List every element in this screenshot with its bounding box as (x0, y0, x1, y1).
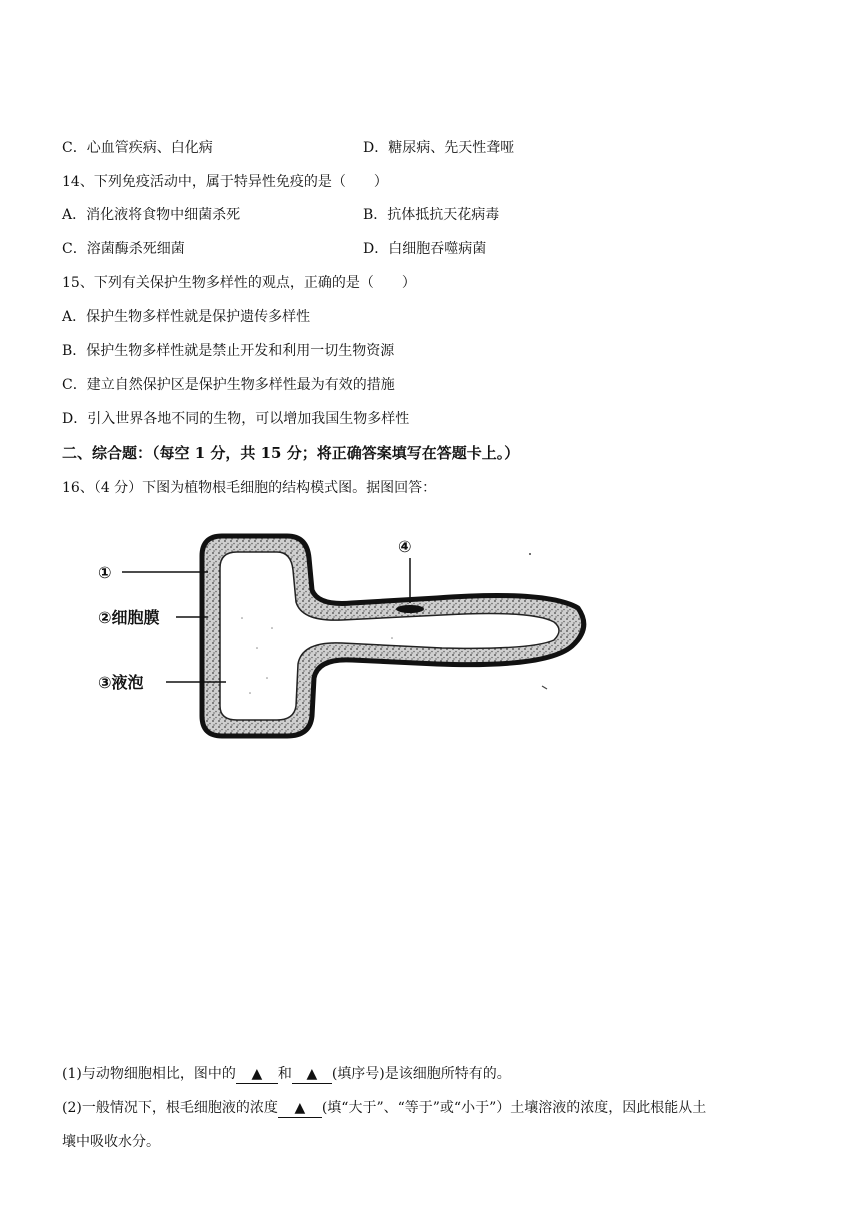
section-heading: 二、综合题：（每空 1 分，共 15 分；将正确答案填写在答题卡上。） (62, 444, 520, 462)
q16-part1 (62, 1065, 511, 1084)
q16-part1-text-a: (1)与动物细胞相比，图中的 (62, 1066, 236, 1082)
q14-option-d: D．白细胞吞噬病菌 (363, 241, 487, 257)
q14-stem: 14、下列免疫活动中，属于特异性免疫的是（ ） (62, 174, 388, 190)
answer-blank-1: ▲ (236, 1065, 278, 1084)
q16-part1-text-b: 和 (277, 1066, 292, 1082)
q14-option-b: B．抗体抵抗天花病毒 (363, 207, 500, 223)
label-1: ① (98, 563, 112, 582)
answer-blank-2: ▲ (292, 1065, 332, 1084)
q15-option-c: C．建立自然保护区是保护生物多样性最为有效的措施 (62, 377, 395, 393)
q16-part2-text-b: (填“大于”、“等于”或“小于”）土壤溶液的浓度，因此根能从土 (321, 1100, 707, 1116)
q14-option-a: A．消化液将食物中细菌杀死 (62, 207, 241, 223)
q14-option-c: C．溶菌酶杀死细菌 (62, 241, 185, 257)
vacuole-shape (220, 552, 559, 720)
q16-part1-text-c: (填序号)是该细胞所特有的。 (331, 1066, 511, 1082)
q16-part2 (62, 1099, 706, 1118)
q16-stem: 16、（4 分）下图为植物根毛细胞的结构模式图。据图回答： (62, 480, 437, 496)
label-4: ④ (398, 537, 412, 556)
q16-part2-text-a: (2)一般情况下，根毛细胞液的浓度 (62, 1100, 278, 1116)
q15-option-a: A．保护生物多样性就是保护遗传多样性 (62, 309, 311, 325)
q16-part2-continued: 壤中吸收水分。 (62, 1134, 160, 1150)
q13-option-c: C．心血管疾病、白化病 (62, 140, 213, 156)
label-2-cell-membrane: ②细胞膜 (98, 608, 160, 627)
q15-option-d: D．引入世界各地不同的生物，可以增加我国生物多样性 (62, 411, 410, 427)
root-hair-cell-diagram (92, 528, 592, 748)
q15-stem: 15、下列有关保护生物多样性的观点，正确的是（ ） (62, 275, 416, 291)
q15-option-b: B．保护生物多样性就是禁止开发和利用一切生物资源 (62, 343, 395, 359)
answer-blank-3: ▲ (278, 1099, 322, 1118)
label-3-vacuole: ③液泡 (98, 673, 144, 692)
nucleus (396, 605, 424, 613)
q13-option-d: D．糖尿病、先天性聋哑 (363, 140, 515, 156)
